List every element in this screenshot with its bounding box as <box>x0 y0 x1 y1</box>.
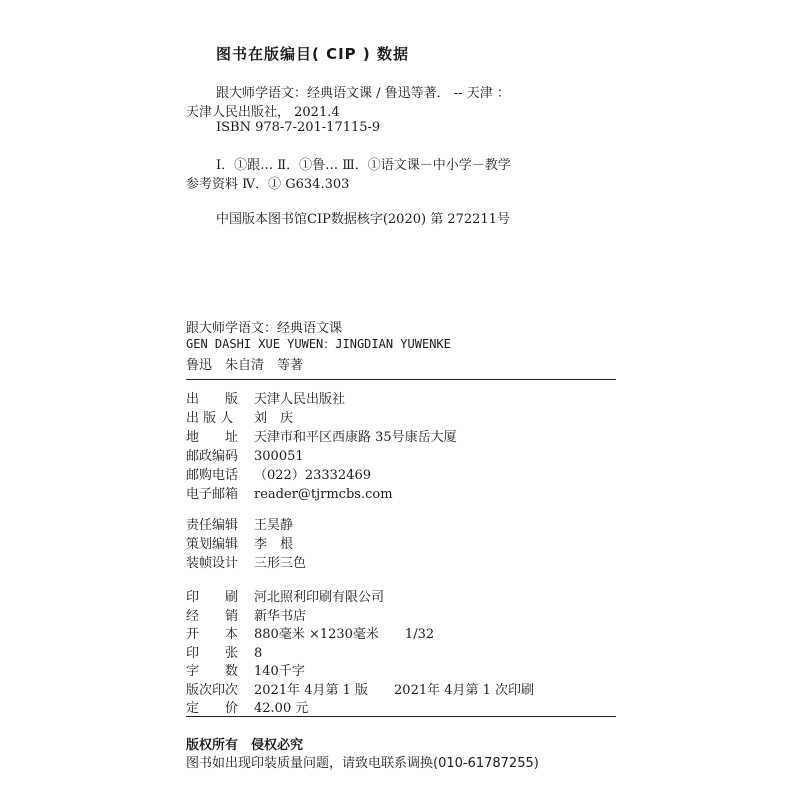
print-info-value: 河北照利印刷有限公司 <box>254 590 385 605</box>
print-info-value: 8 <box>254 645 263 661</box>
publisher-info-row <box>186 483 393 502</box>
editor-value: 三形三色 <box>254 556 307 571</box>
print-info-label: 经 销 <box>186 608 239 624</box>
cip-line1: 跟大师学语文：经典语文课 / 鲁迅等著． -- 天津 ： <box>216 86 510 101</box>
editor-label: 策划编辑 <box>186 537 239 552</box>
book-title-pinyin: GEN DASHI XUE YUWEN：JINGDIAN YUWENKE <box>186 337 451 351</box>
editor-label: 装帧设计 <box>186 556 239 571</box>
print-info-value: 42.00 元 <box>254 701 309 716</box>
editor-label: 责任编辑 <box>186 518 239 533</box>
cip-number: 中国版本图书馆CIP数据核字(2020) 第 272211号 <box>216 212 510 227</box>
classification-line2: 参考资料 Ⅳ．① G634.303 <box>186 177 350 192</box>
print-info-label: 印 刷 <box>186 590 239 605</box>
publisher-info-row <box>186 407 293 426</box>
print-info-row <box>186 679 534 698</box>
print-info-value: 880毫米 ×1230毫米 1/32 <box>254 627 435 642</box>
print-info-label: 开 本 <box>186 627 239 642</box>
editor-row <box>186 533 293 552</box>
editor-row <box>186 552 306 571</box>
quality-notice: 图书如出现印装质量问题，请致电联系调换(010-61787255) <box>186 756 539 771</box>
publisher-info-label: 地 址 <box>186 430 239 445</box>
publisher-info-value: 刘 庆 <box>254 411 294 426</box>
print-info-value: 2021年 4月第 1 版 2021年 4月第 1 次印刷 <box>254 682 535 698</box>
publisher-info-label: 出 版 人 <box>186 411 234 426</box>
publisher-info-row <box>186 464 371 483</box>
rights-notice: 版权所有 侵权必究 <box>186 738 304 753</box>
print-info-row <box>186 623 434 642</box>
publisher-info-label: 邮政编码 <box>186 449 239 464</box>
print-info-row <box>186 586 384 605</box>
cip-line2: 天津人民出版社， 2021.4 <box>186 105 340 120</box>
editor-row <box>186 514 293 533</box>
print-info-label: 定 价 <box>186 701 239 716</box>
publisher-info-label: 出 版 <box>186 392 239 407</box>
print-info-label: 印 张 <box>186 645 239 661</box>
publisher-info-value: reader@tjrmcbs.com <box>254 487 393 502</box>
print-info-row <box>186 605 306 624</box>
print-info-row <box>186 642 262 661</box>
cip-title: 图书在版编目( CIP ) 数据 <box>216 45 409 63</box>
divider-bottom <box>186 716 616 717</box>
publisher-info-row <box>186 426 457 445</box>
book-title: 跟大师学语文：经典语文课 <box>186 321 343 336</box>
publisher-info-label: 邮购电话 <box>186 468 239 483</box>
publisher-info-value: 300051 <box>254 449 304 464</box>
print-info-value: 140千字 <box>254 664 305 679</box>
classification-line1: Ⅰ．①跟… Ⅱ．①鲁… Ⅲ．①语文课－中小学－教学 <box>216 158 511 173</box>
print-info-label: 字 数 <box>186 664 239 679</box>
publisher-info-row <box>186 388 345 407</box>
print-info-value: 新华书店 <box>254 608 307 624</box>
isbn: ISBN 978-7-201-17115-9 <box>216 120 381 135</box>
print-info-row <box>186 697 308 716</box>
editor-value: 李 根 <box>254 537 294 552</box>
editor-value: 王昊静 <box>254 518 294 533</box>
publisher-info-label: 电子邮箱 <box>186 487 239 502</box>
publisher-info-value: （022）23332469 <box>254 468 371 483</box>
print-info-row <box>186 660 305 679</box>
book-authors: 鲁迅 朱自清 等著 <box>186 358 304 373</box>
print-info-label: 版次印次 <box>186 682 239 698</box>
divider-top <box>186 379 616 380</box>
publisher-info-value: 天津人民出版社 <box>254 392 346 407</box>
publisher-info-row <box>186 445 304 464</box>
publisher-info-value: 天津市和平区西康路 35号康岳大厦 <box>254 430 457 445</box>
